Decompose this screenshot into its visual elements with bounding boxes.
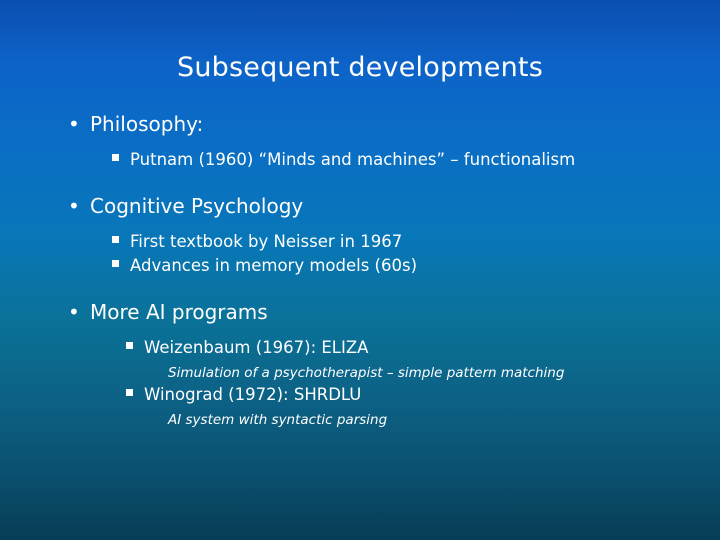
square-bullet-icon [126, 342, 133, 349]
bullet-level1-label: Cognitive Psychology [90, 194, 304, 219]
bullet-level2-putnam [56, 149, 696, 170]
bullet-level1-ai-programs [56, 300, 696, 325]
bullet-glyph-icon: • [68, 300, 80, 325]
slide-title: Subsequent developments [177, 52, 543, 83]
content-group-ai-programs [56, 300, 696, 429]
bullet-level2-neisser [56, 231, 696, 252]
bullet-glyph-icon: • [68, 194, 80, 219]
bullet-level2-eliza [56, 337, 696, 358]
square-bullet-icon [112, 154, 119, 161]
bullet-level2-label: Weizenbaum (1967): ELIZA [144, 338, 369, 358]
content-group-cognitive-psychology [56, 194, 696, 276]
bullet-level2-label: Putnam (1960) “Minds and machines” – functionalism [130, 150, 576, 169]
bullet-level1-label: More AI programs [90, 300, 268, 325]
content-group-philosophy [56, 112, 696, 170]
bullet-level2-label: First textbook by Neisser in 1967 [130, 232, 403, 252]
square-bullet-icon [112, 236, 119, 243]
bullet-level2-label: Advances in memory models (60s) [130, 255, 418, 275]
bullet-level2-label: Winograd (1972): SHRDLU [144, 385, 362, 405]
bullet-level2-shrdlu [56, 384, 696, 405]
slide-body [56, 112, 696, 429]
square-bullet-icon [112, 260, 119, 267]
square-bullet-icon [126, 389, 133, 396]
bullet-level1-philosophy [56, 112, 696, 137]
bullet-level1-label: Philosophy: [90, 112, 204, 136]
note-eliza: Simulation of a psychotherapist – simple pattern matching [168, 364, 565, 381]
bullet-glyph-icon: • [68, 112, 80, 136]
bullet-level1-cognitive-psychology [56, 194, 696, 219]
bullet-level2-memory-models [56, 255, 696, 276]
note-shrdlu: AI system with syntactic parsing [168, 411, 388, 428]
